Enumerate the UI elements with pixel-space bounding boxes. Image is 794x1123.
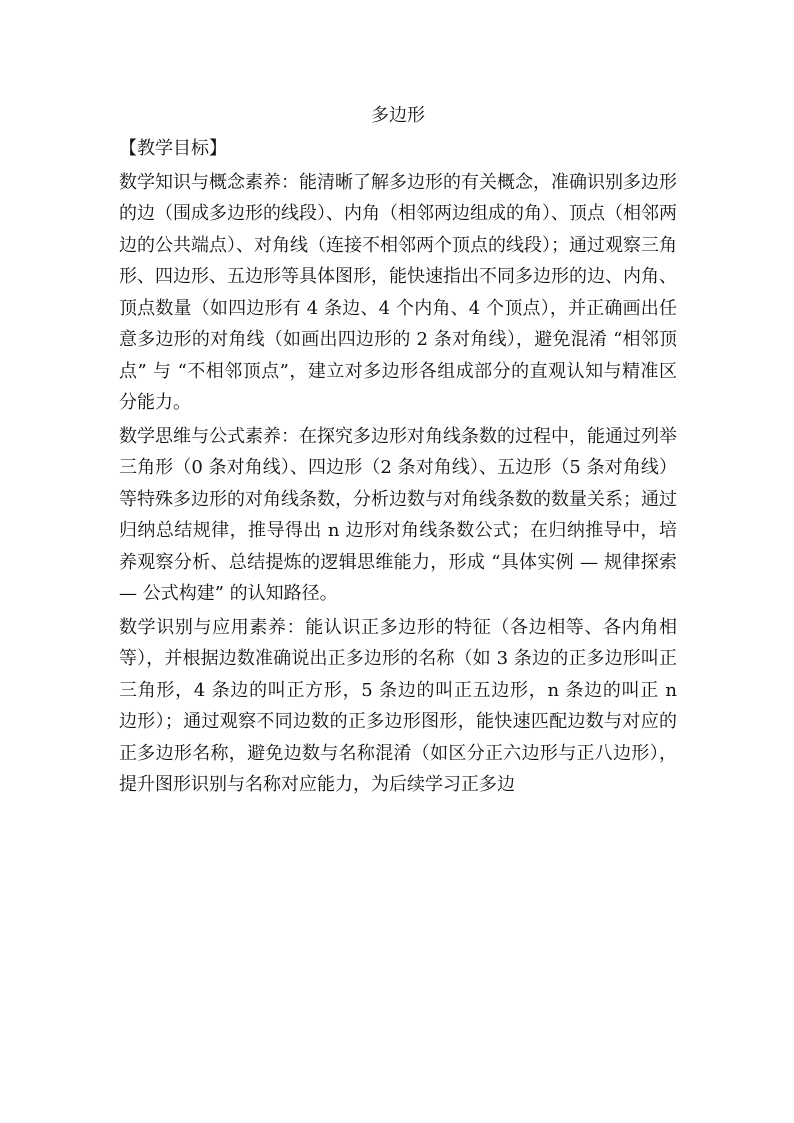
document-page <box>119 100 677 801</box>
section-heading: 【教学目标】 <box>119 138 227 159</box>
paragraph-recognition-application: 数学识别与应用素养：能认识正多边形的特征（各边相等、各内角相等），并根据边数准确说出正多边形的名称（如 3 条边的正多边形叫正三角形，4 条边的叫正方形，5 条边的叫正五边形，n 条边的叫正 n 边形）；通过观察不同边数的正多边形图形，能快速匹配边数与对应的正多边形名称，避免边数与名称混淆（如区分正六边形与正八边形），提升图形识别与名称对应能力，为后续学习正多边 <box>119 616 677 795</box>
paragraph-thinking-formula: 数学思维与公式素养：在探究多边形对角线条数的过程中，能通过列举三角形（0 条对角线）、四边形（2 条对角线）、五边形（5 条对角线）等特殊多边形的对角线条数，分析边数与对角线条数的数量关系；通过归纳总结规律，推导得出 n 边形对角线条数公式；在归纳推导中，培养观察分析、总结提炼的逻辑思维能力，形成 “具体实例 — 规律探索 — 公式构建” 的认知路径。 <box>119 425 677 604</box>
document-title: 多边形 <box>371 105 425 126</box>
paragraph-knowledge-concepts: 数学知识与概念素养：能清晰了解多边形的有关概念，准确识别多边形的边（围成多边形的线段）、内角（相邻两边组成的角）、顶点（相邻两边的公共端点）、对角线（连接不相邻两个顶点的线段）；通过观察三角形、四边形、五边形等具体图形，能快速指出不同多边形的边、内角、顶点数量（如四边形有 4 条边、4 个内角、4 个顶点），并正确画出任意多边形的对角线（如画出四边形的 2 条对角线），避免混淆 “相邻顶点” 与 “不相邻顶点”，建立对多边形各组成部分的直观认知与精准区分能力。 <box>119 171 677 413</box>
